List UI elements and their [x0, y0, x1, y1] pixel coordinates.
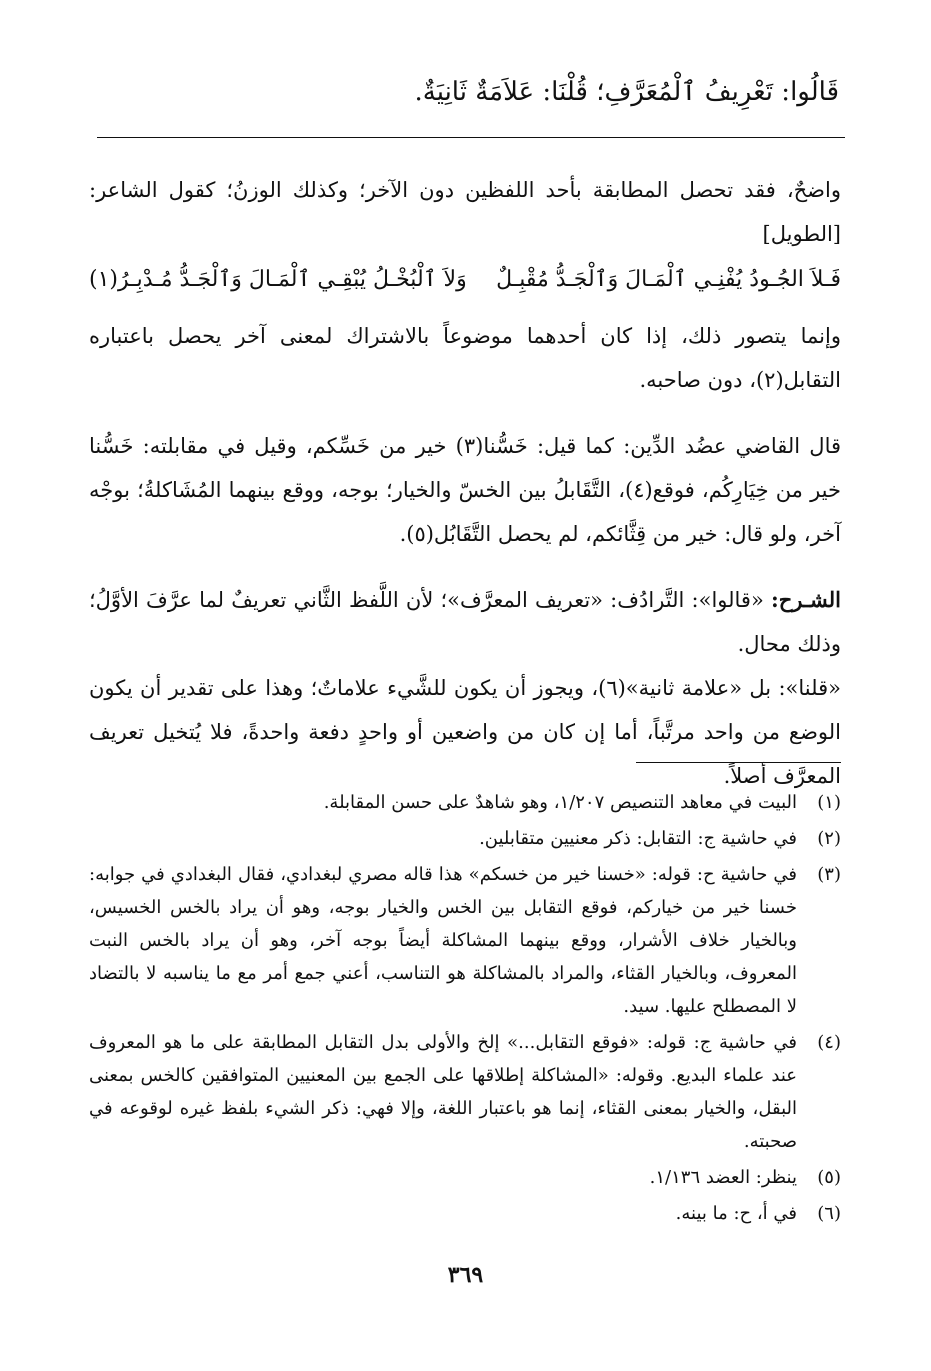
paragraph-qulna: «قلنا»: بل «علامة ثانية»(٦)، ويجوز أن يكون للشَّيء علاماتٌ؛ وهذا على تقدير أن يكون الوضع من واحد مرتَّباً، أما إن كان من واضعين أو واحدٍ دفعة واحدةً، فلا يُتخيل تعريف المعرَّف أصلاً.	[89, 676, 841, 788]
sharh-text: «قالوا»: التَّرادُف: «تعريف المعرَّف»؛ لأن اللَّفظ الثَّاني تعريفٌ لما عرَّفَ الأوَّلُ؛ وذلك محال.	[89, 588, 841, 656]
footnote-text: في حاشية ح: قوله: «خسنا خير من خسكم» هذا قاله مصري لبغدادي، فقال البغدادي في جوابه: خسنا خير من خياركم، فوقع التقابل بين الخس والخيار بوجه، وهو أن يراد بالخس الخسيس، وبالخيار خلاف الأشرار، ووقع بينهما المشاكلة أيضاً بوجه آخر، وهو أن يراد بالخس النبت المعروف، وبالخيار القثاء، والمراد بالمشاكلة هو التناسب، أعني جمع أمر مع ما يناسبه لا بالتضاد لا المصطلح عليها. سيد.	[89, 864, 797, 1017]
paragraph-sharh	[89, 578, 841, 666]
poetry-verse	[89, 256, 841, 304]
verse-first-hemistich: فَـلاَ الجُـودُ يُفْنِـي ٱلْمَـالَ وَٱلْجَـدُّ مُقْبِـلٌ	[496, 267, 841, 292]
footnotes	[89, 786, 841, 1233]
footnote-text: في أ، ح: ما بينه.	[675, 1203, 797, 1224]
footnote-number: (٥)	[817, 1167, 841, 1188]
footnote-text: في حاشية ج: قوله: «فوقع التقابل...» إلخ والأولى بدل التقابل المطابقة على ما هو المعروف عند علماء البديع. وقوله: «المشاكلة إطلاقها على الجمع بين المعنيين المتوافقين كالخس بمعنى البقل، والخيار بمعنى القثاء، إنما هو باعتبار اللغة، وإلا فهي: ذكر الشيء بلفظ غيره لوقوعه في صحبته.	[89, 1032, 797, 1152]
footnote-text: ينظر: العضد ١/١٣٦.	[649, 1167, 797, 1188]
main-text	[89, 168, 841, 798]
footnote-4	[89, 1026, 841, 1158]
spacer	[89, 556, 841, 578]
header-rule	[97, 137, 845, 138]
paragraph-qadi-quote: قال القاضي عضُد الدِّين: كما قيل: خَسُّنا(٣) خير من خَسِّكم، وقيل في مقابلته: خَسُّنا خير من خِيَارِكُم، فوقع(٤)، التَّقَابلُ بين الخسّ والخيار؛ بوجه، ووقع بينهما المُشَاكلةُ؛ بوجْه آخر، ولو قال: خير من قِثَّائكم، لم يحصل التَّقَابُل(٥).	[89, 434, 842, 546]
footnote-6	[89, 1197, 841, 1230]
footnote-number: (٢)	[817, 828, 841, 849]
footnote-number: (٤)	[817, 1032, 841, 1053]
sharh-label: الشـرح:	[770, 587, 841, 612]
page-number: ٣٦٩	[447, 1262, 484, 1288]
footnote-number: (٣)	[817, 864, 841, 885]
footnote-number: (٦)	[817, 1203, 841, 1224]
verse-second-hemistich: وَلاَ ٱلْبُخْـلُ يُبْقِـي ٱلْمَـالَ وَٱلْجَـدُّ مُـدْبِـرُ(١)	[89, 267, 467, 292]
footnote-number: (١)	[817, 792, 841, 813]
paragraph-explanation: وإنما يتصور ذلك، إذا كان أحدهما موضوعاً بالاشتراك لمعنى آخر يحصل باعتباره التقابل(٢)، دون صاحبه.	[89, 324, 841, 392]
footnote-1	[89, 786, 841, 819]
footnote-text: في حاشية ج: التقابل: ذكر معنيين متقابلين.	[479, 828, 797, 849]
footnote-text: البيت في معاهد التنصيص ١/٢٠٧، وهو شاهدٌ على حسن المقابلة.	[323, 792, 797, 813]
running-header: قَالُوا: تَعْرِيفُ ٱلْمُعَرَّفِ؛ قُلْنَا: عَلاَمَةٌ ثَانِيَةٌ.	[414, 77, 839, 107]
footnote-rule	[636, 762, 841, 763]
footnote-3	[89, 858, 841, 1023]
footnote-2	[89, 822, 841, 855]
spacer	[89, 402, 841, 424]
footnote-5	[89, 1161, 841, 1194]
paragraph-intro: واضحٌ، فقد تحصل المطابقة بأحد اللفظين دون الآخر؛ وكذلك الوزنُ؛ كقول الشاعر: [الطويل]	[89, 178, 841, 246]
